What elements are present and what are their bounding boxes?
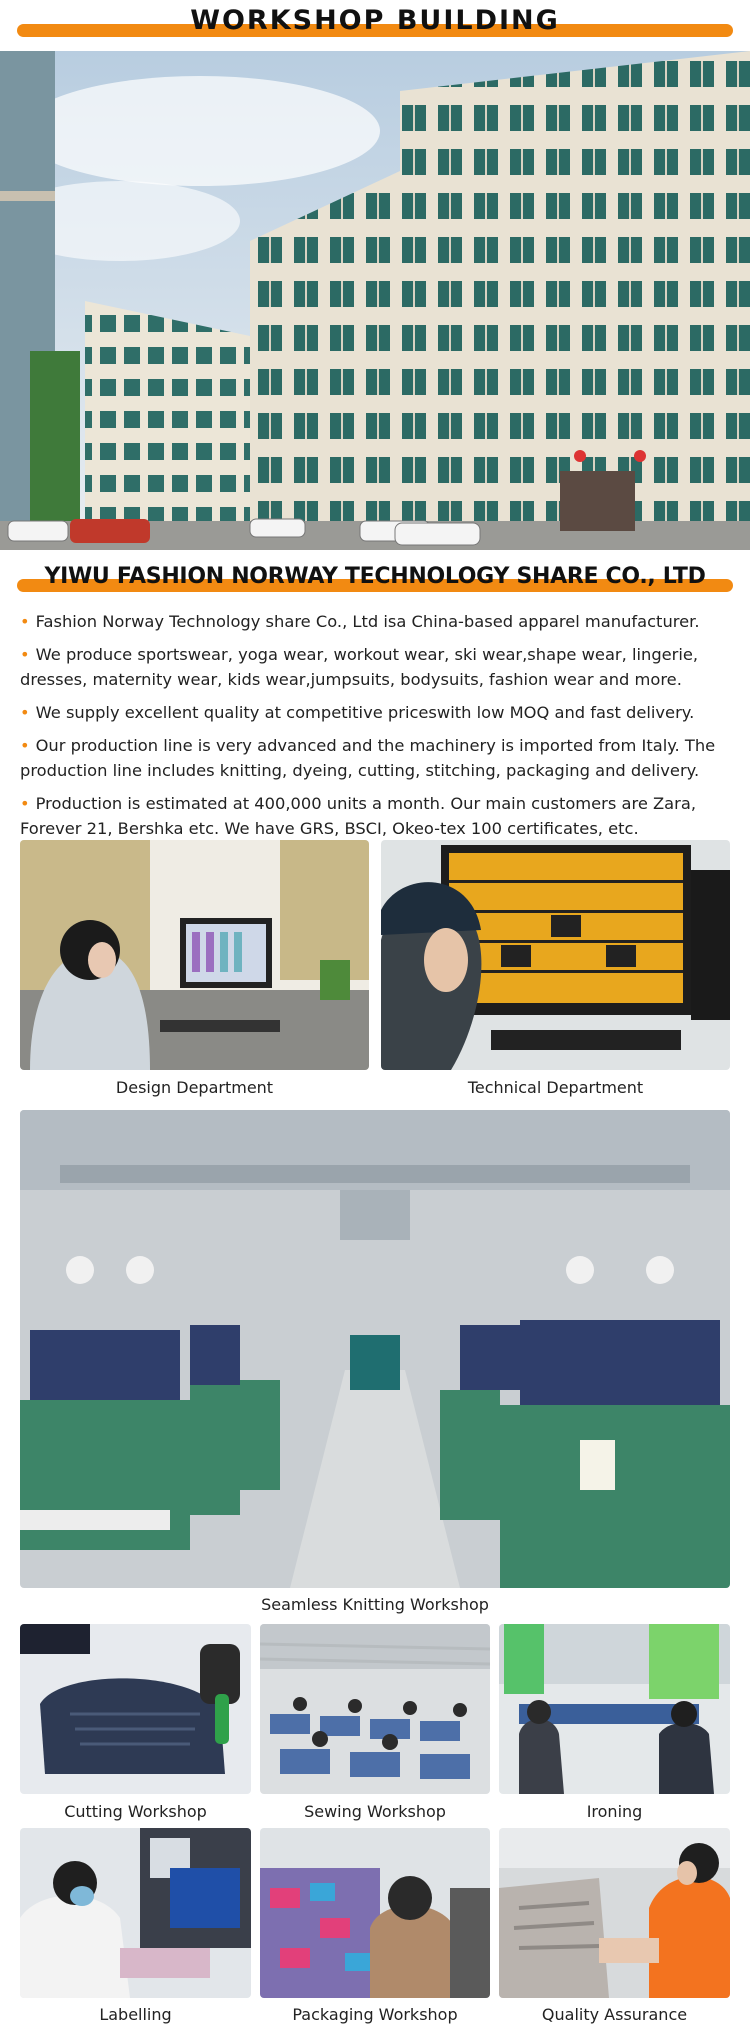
bullet-item: • Production is estimated at 400,000 units a month. Our main customers are Zara, Forever 21, Bershka etc. We have GRS, BSCI, Okeo-tex 100 certificates, etc. bbox=[20, 794, 696, 838]
bullet-item: • We produce sportswear, yoga wear, workout wear, ski wear,shape wear, lingerie, dresses, maternity wear, kids wear,jumpsuits, bodysuits, fashion wear and more. bbox=[20, 645, 699, 689]
building-photo bbox=[0, 51, 750, 550]
ironing-caption: Ironing bbox=[586, 1802, 643, 1821]
header-banner bbox=[0, 0, 750, 50]
page-title: WORKSHOP BUILDING bbox=[190, 5, 560, 36]
bullet-item: • Our production line is very advanced and the machinery is imported from Italy. The production line includes knitting, dyeing, cutting, stitching, packaging and delivery. bbox=[20, 736, 716, 780]
seamless-knitting-caption: Seamless Knitting Workshop bbox=[261, 1595, 489, 1614]
seamless-knitting-photo bbox=[20, 1110, 730, 1588]
sewing-workshop-caption: Sewing Workshop bbox=[304, 1802, 446, 1821]
cutting-workshop-caption: Cutting Workshop bbox=[64, 1802, 207, 1821]
quality-assurance-caption: Quality Assurance bbox=[541, 2005, 688, 2024]
company-title: YIWU FASHION NORWAY TECHNOLOGY SHARE CO., LTD bbox=[44, 564, 706, 589]
design-department-photo bbox=[20, 840, 369, 1070]
bullet-dot-icon: • bbox=[20, 612, 30, 631]
labelling-photo bbox=[20, 1828, 251, 1998]
bullet-dot-icon: • bbox=[20, 736, 30, 755]
company-banner bbox=[0, 558, 750, 598]
bullet-dot-icon: • bbox=[20, 703, 30, 722]
quality-assurance-photo bbox=[499, 1828, 730, 1998]
bullet-item: • Fashion Norway Technology share Co., Ltd isa China-based apparel manufacturer. bbox=[20, 612, 700, 631]
design-department-caption: Design Department bbox=[115, 1078, 274, 1097]
bullet-dot-icon: • bbox=[20, 645, 30, 664]
cutting-workshop-photo bbox=[20, 1624, 251, 1794]
packaging-workshop-photo bbox=[260, 1828, 490, 1998]
sewing-workshop-photo bbox=[260, 1624, 490, 1794]
ironing-photo bbox=[499, 1624, 730, 1794]
labelling-caption: Labelling bbox=[99, 2005, 172, 2024]
technical-department-caption: Technical Department bbox=[467, 1078, 644, 1097]
bullet-item: • We supply excellent quality at competitive priceswith low MOQ and fast delivery. bbox=[20, 703, 695, 722]
bullet-dot-icon: • bbox=[20, 794, 30, 813]
technical-department-photo bbox=[381, 840, 730, 1070]
company-bullet-list bbox=[20, 609, 732, 849]
packaging-workshop-caption: Packaging Workshop bbox=[292, 2005, 458, 2024]
